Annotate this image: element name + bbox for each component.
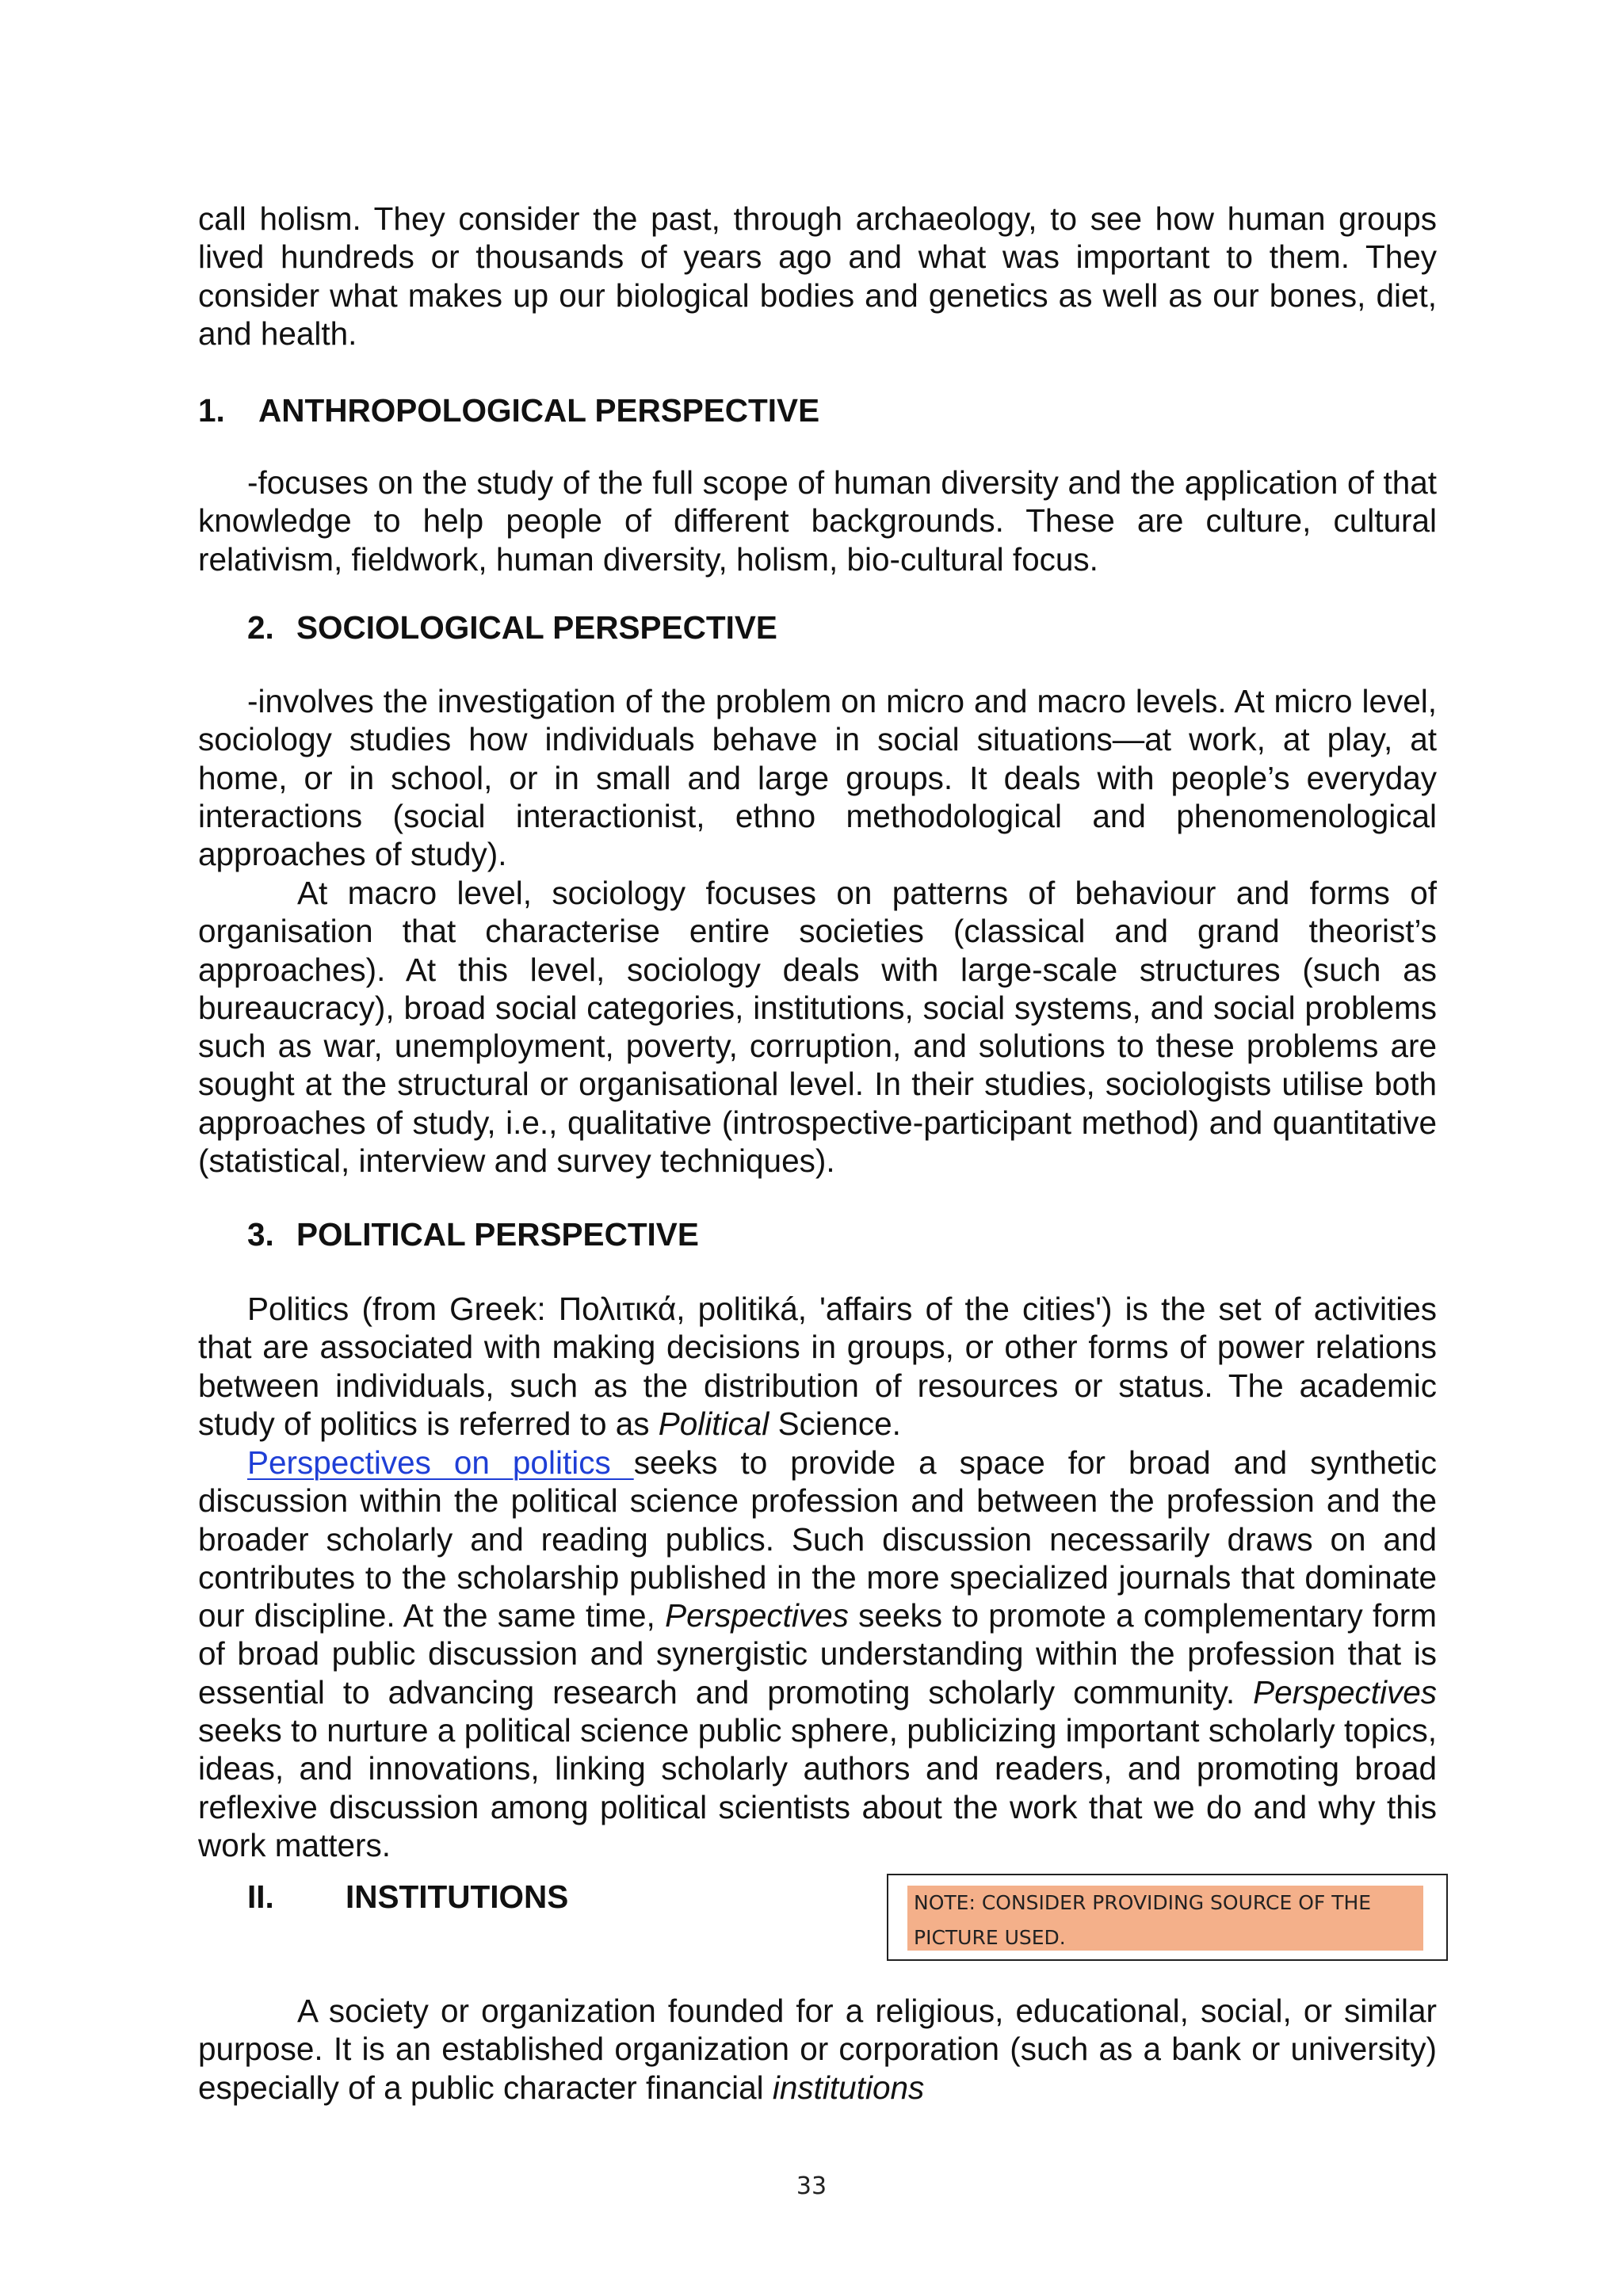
section-1-paragraph: -focuses on the study of the full scope of human diversity and the application of that knowledge to help people of different backgrounds. These are culture, cultural relativism, fieldwork, human diversity, holism, bio-cultural focus. [198,464,1437,578]
section-3-number: 3. [247,1216,274,1253]
section-2-number: 2. [247,609,274,646]
section-2-title: SOCIOLOGICAL PERSPECTIVE [296,609,777,646]
section-2-paragraph-2: At macro level, sociology focuses on patterns of behaviour and forms of organisation that characterise entire societies (classical and grand theorist’s approaches). At this level, sociology deals with large-scale structures (such as bureaucracy), broad social categories, institutions, social systems, and social problems such as war, unemployment, poverty, corruption, and solutions to these problems are sought at the structural or organisational level. In their studies, sociologists utilise both approaches of study, i.e., qualitative (introspective-participant method) and quantitative (statistical, interview and survey techniques). [198,875,1437,1180]
section-1-number: 1. [198,392,225,429]
political-italic: Political [658,1405,769,1442]
politics-definition-end: Science. [769,1405,901,1442]
section-3-paragraph-1 [198,1290,1437,1443]
reviewer-note-box [887,1874,1448,1961]
reviewer-note-highlight [907,1886,1423,1951]
section-1-title: ANTHROPOLOGICAL PERSPECTIVE [258,392,820,429]
section-ii-paragraph [198,1992,1437,2107]
section-3-title: POLITICAL PERSPECTIVE [296,1216,699,1253]
section-3-heading [247,1215,699,1253]
section-ii-number: II. [247,1878,274,1915]
perspectives-text-c: seeks to nurture a political science public sphere, publicizing important scholarly topics, ideas, and innovations, linking scholarly authors and readers, and promoting broad reflexive discussion among political scientists about the work that we do and why this work matters. [198,1712,1437,1863]
intro-paragraph: call holism. They consider the past, through archaeology, to see how human groups lived hundreds or thousands of years ago and what was important to them. They consider what makes up our biological bodies and genetics as well as our bones, diet, and health. [198,200,1437,352]
page-number: 33 [796,2172,827,2200]
perspectives-on-politics-link[interactable]: Perspectives on politics [247,1444,634,1481]
reviewer-note-text: NOTE: CONSIDER PROVIDING SOURCE OF THE PICTURE USED. [914,1891,1372,1949]
politics-definition: Politics (from Greek: Πολιτικά, politiká, 'affairs of the cities') is the set of activities that are associated with making decisions in groups, or other forms of power relations between individuals, such as the distribution of resources or status. The academic study of politics is referred to as [198,1291,1437,1442]
perspectives-text-b: seeks to promote a complementary form of broad public discussion and synergistic understanding within the profession that is essential to advancing research and promoting scholarly community. [198,1597,1437,1711]
section-1-heading [198,391,819,429]
perspectives-italic-1: Perspectives [665,1597,849,1634]
section-2-paragraph-1: -involves the investigation of the problem on micro and macro levels. At micro level, sociology studies how individuals behave in social situations—at work, at play, at home, or in school, or in small and large groups. It deals with people’s everyday interactions (social interactionist, ethno methodological and phenomenological approaches of study). [198,683,1437,873]
section-ii-title: INSTITUTIONS [346,1878,569,1915]
section-2-heading [247,608,777,646]
institutions-definition: A society or organization founded for a religious, educational, social, or similar purpose. It is an established organization or corporation (such as a bank or university) especially of a public character financial [198,1993,1437,2106]
perspectives-italic-2: Perspectives [1253,1673,1437,1711]
section-3-paragraph-2 [198,1444,1437,1864]
perspectives-text-a: seeks to provide a space for broad and synthetic discussion within the political science profession and between the profession and the broader scholarly and reading publics. Such discussion necessarily draws on and contributes to the scholarship published in the more specialized journals that dominate our discipline. At the same time, [198,1444,1438,1634]
section-ii-heading [247,1878,568,1916]
institutions-italic: institutions [772,2069,925,2106]
